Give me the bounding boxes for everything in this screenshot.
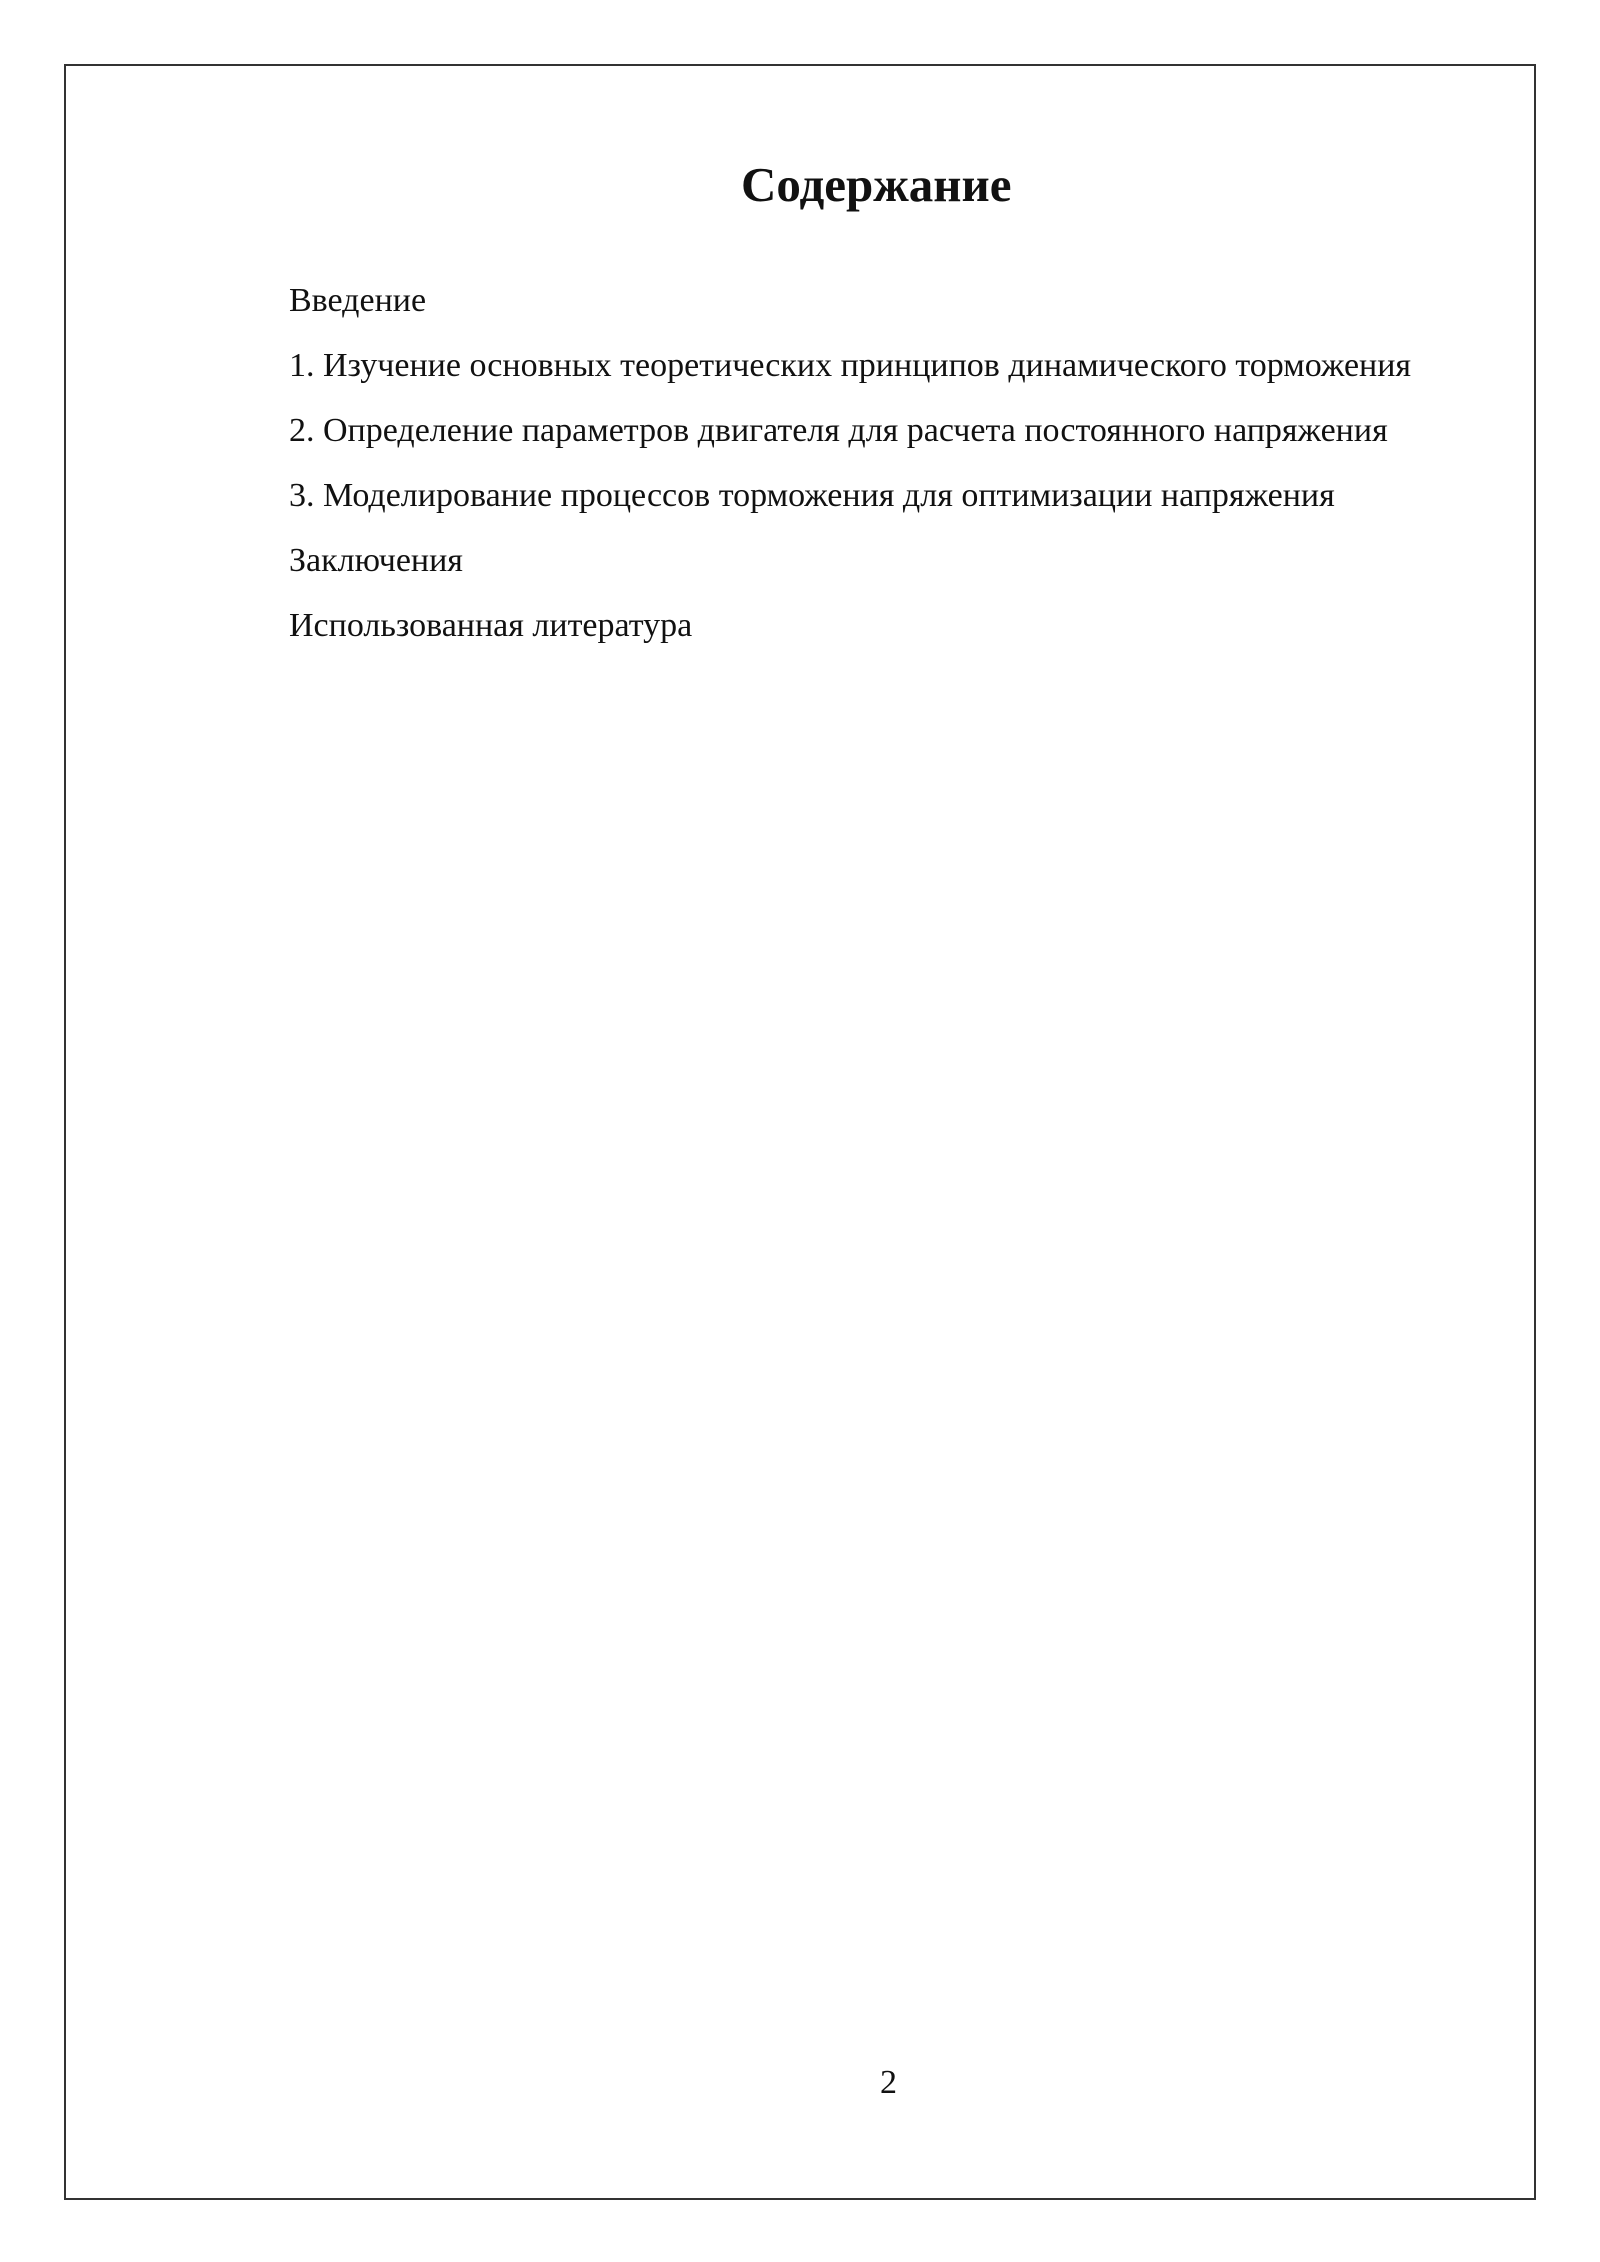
toc-item-section-1: 1. Изучение основных теоретических принципов динамического торможения (289, 347, 1412, 384)
toc-item-references: Использованная литература (289, 607, 693, 644)
page-content (227, 150, 1486, 658)
page-title: Содержание (741, 157, 1012, 212)
page-number: 2 (880, 2064, 897, 2101)
table-of-contents (227, 268, 1486, 658)
toc-item-introduction: Введение (289, 282, 427, 319)
toc-item-conclusions: Заключения (289, 542, 463, 579)
toc-item-section-3: 3. Моделирование процессов торможения для оптимизации напряжения (289, 477, 1335, 514)
toc-item-section-2: 2. Определение параметров двигателя для расчета постоянного напряжения (289, 412, 1388, 449)
